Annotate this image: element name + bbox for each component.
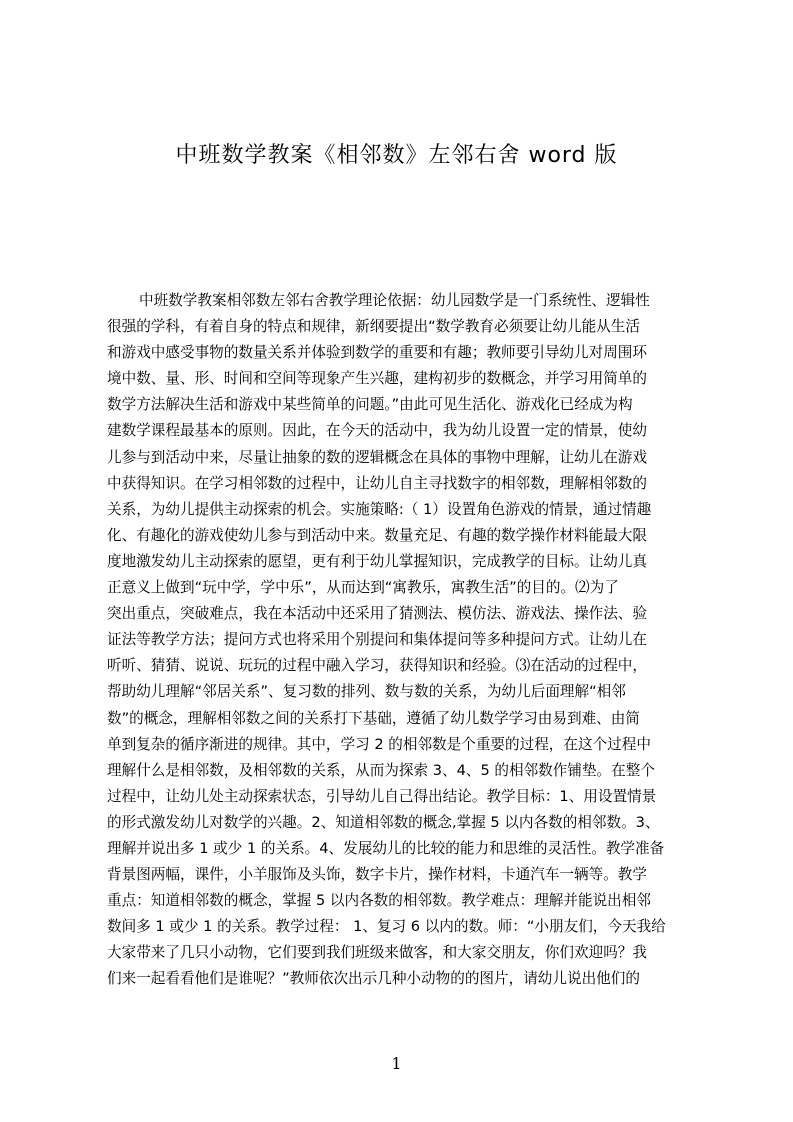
text-line: 中获得知识。在学习相邻数的过程中，让幼儿自主寻找数字的相邻数，理解相邻数的 [107,474,647,492]
text-line: 儿参与到活动中来，尽量让抽象的数的逻辑概念在具体的事物中理解，让幼儿在游戏 [107,448,647,466]
text-line: 大家带来了几只小动物，它们要到我们班级来做客，和大家交朋友，你们欢迎吗？我 [107,944,647,962]
text-line: 单到复杂的循序渐进的规律。其中，学习 2 的相邻数是个重要的过程，在这个过程中 [107,735,651,753]
text-line: 建数学课程最基本的原则。因此，在今天的活动中，我为幼儿设置一定的情景，使幼 [107,422,647,440]
text-line: 数间多 1 或少 1 的关系。教学过程： 1、复习 6 以内的数。师：“小朋友们，今天我给 [107,918,666,936]
text-line: 数”的概念，理解相邻数之间的关系打下基础，遵循了幼儿数学学习由易到难、由简 [107,709,640,727]
text-line: 突出重点，突破难点，我在本活动中还采用了猜测法、模仿法、游戏法、操作法、验 [107,605,647,623]
text-line: 帮助幼儿理解“邻居关系”、复习数的排列、数与数的关系，为幼儿后面理解“相邻 [107,683,626,701]
text-line: 关系，为幼儿提供主动探索的机会。实施策略:（ 1）设置角色游戏的情景，通过情趣 [107,500,652,518]
text-line: 证法等教学方法；提问方式也将采用个别提问和集体提问等多种提问方式。让幼儿在 [107,631,647,649]
text-line: 中班数学教案相邻数左邻右舍教学理论依据：幼儿园数学是一门系统性、逻辑性 [139,292,650,309]
text-line: 听听、猜猜、说说、玩玩的过程中融入学习，获得知识和经验。⑶在活动的过程中， [107,657,647,675]
text-line: 数学方法解决生活和游戏中某些简单的问题。”由此可见生活化、游戏化已经成为构 [107,396,633,414]
text-line: 很强的学科，有着自身的特点和规律，新纲要提出“数学教育必须要让幼儿能从生活 [107,318,640,336]
text-line: 的形式激发幼儿对数学的兴趣。2、知道相邻数的概念,掌握 5 以内各数的相邻数。3、 [107,813,660,831]
text-line: 过程中，让幼儿处主动探索状态，引导幼儿自己得出结论。教学目标：1、用设置情景 [107,787,657,805]
text-line: 背景图两幅，课件，小羊服饰及头饰，数字卡片，操作材料，卡通汽车一辆等。教学 [107,866,647,884]
text-line: 正意义上做到“玩中学，学中乐”，从而达到“寓教乐，寓教生活”的目的。⑵为了 [107,579,619,597]
text-line: 和游戏中感受事物的数量关系并体验到数学的重要和有趣；教师要引导幼儿对周围环 [107,344,647,362]
page-number: 1 [391,1054,402,1073]
document-title: 中班数学教案《相邻数》左邻右舍 word 版 [175,143,618,168]
text-line: 理解什么是相邻数，及相邻数的关系，从而为探索 3、4、5 的相邻数作铺垫。在整个 [107,761,655,779]
text-line: 重点：知道相邻数的概念，掌握 5 以内各数的相邻数。教学难点：理解并能说出相邻 [107,892,651,910]
body-paragraph [107,288,698,1038]
text-line: 境中数、量、形、时间和空间等现象产生兴趣，建构初步的数概念，并学习用简单的 [107,370,647,388]
text-line: 度地激发幼儿主动探索的愿望，更有利于幼儿掌握知识，完成教学的目标。让幼儿真 [107,552,647,570]
text-line: 化、有趣化的游戏使幼儿参与到活动中来。数量充足、有趣的数学操作材料能最大限 [107,526,647,544]
text-line: 理解并说出多 1 或少 1 的关系。4、发展幼儿的比较的能力和思维的灵活性。教学准备 [107,839,665,857]
text-line: 们来一起看看他们是谁呢？”教师依次出示几种小动物的的图片，请幼儿说出他们的 [107,970,640,988]
